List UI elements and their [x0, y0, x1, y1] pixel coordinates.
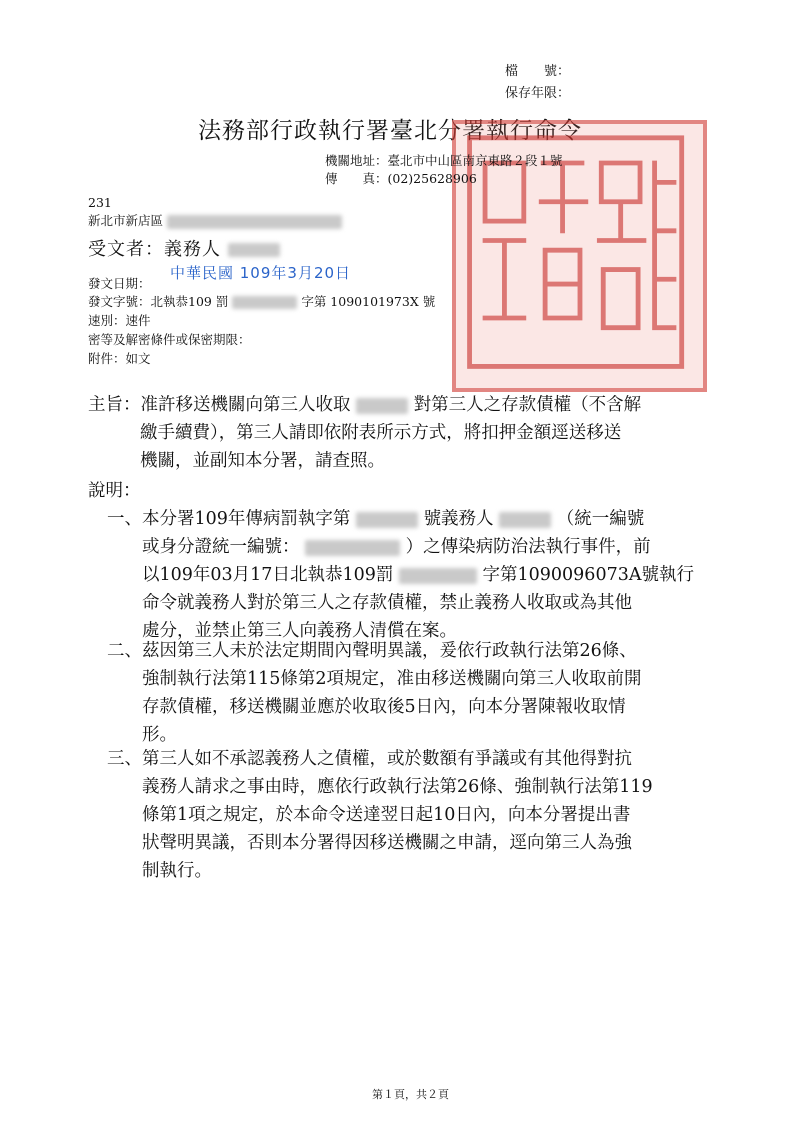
item-1-text: 或身分證統一編號：	[142, 537, 300, 557]
item-1-text: 字第1090096073A號執行	[482, 565, 694, 585]
subject-text: 對第三人之存款債權（不含解	[413, 395, 642, 415]
subject-text: 准許移送機關向第三人收取	[140, 395, 351, 415]
address-prefix: 新北市新店區	[88, 213, 164, 228]
item-3-line-2: 義務人請求之事由時，應依行政執行法第26條、強制執行法第119	[142, 777, 653, 797]
explanation-label: 說明：	[88, 481, 141, 501]
item-2-line-4: 形。	[142, 725, 177, 745]
doc-number-line	[88, 293, 435, 311]
recipient-address	[88, 212, 342, 230]
item-1-text: 號義務人	[423, 509, 494, 529]
recipient-line	[88, 235, 280, 261]
redacted-id	[305, 540, 400, 556]
subject-line-2: 繳手續費），第三人請即依附表所示方式，將扣押金額逕送移送	[140, 423, 622, 443]
agency-fax: 傳 真：(02)25628906	[325, 171, 477, 186]
agency-address: 機關地址：臺北市中山區南京東路２段１號	[325, 153, 563, 168]
item-1-text: 本分署109年傳病罰執字第	[142, 509, 351, 529]
subject-line-3: 機關，並副知本分署，請查照。	[140, 451, 385, 471]
doc-number-label: 發文字號：	[88, 294, 151, 309]
speed-line	[88, 312, 151, 330]
item-1-text: 以109年03月17日北執恭109罰	[142, 565, 394, 585]
item-1-line-5: 處分，並禁止第三人向義務人清償在案。	[142, 621, 457, 641]
item-2-number: 二、	[107, 641, 142, 661]
redacted-address	[167, 215, 342, 229]
recipient-value: 義務人	[164, 239, 221, 260]
item-1-line-2	[142, 534, 651, 562]
secrecy-label: 密等及解密條件或保密期限：	[88, 332, 251, 347]
retention-period-label: 保存年限：	[505, 86, 571, 101]
doc-number-suffix: 字第 1090101973X 號	[301, 294, 436, 309]
file-number-label: 檔 號：	[505, 64, 571, 79]
subject-label: 主旨：	[88, 395, 141, 415]
item-1-text: （統一編號	[556, 509, 645, 529]
item-1-line-1	[107, 506, 644, 534]
redacted-amount	[356, 398, 408, 414]
document-title: 法務部行政執行署臺北分署執行命令	[198, 118, 582, 144]
item-3-text: 第三人如不承認義務人之債權，或於數額有爭議或有其他得對抗	[142, 749, 632, 769]
issue-date-label: 發文日期：	[88, 276, 151, 291]
item-3-line-1	[107, 746, 632, 774]
page-footer: 第１頁，共２頁	[372, 1088, 449, 1101]
item-1-number: 一、	[107, 509, 142, 529]
item-2-line-3: 存款債權，移送機關並應於收取後5日內，向本分署陳報收取情	[142, 697, 626, 717]
subject-line-1	[88, 392, 641, 420]
speed-label: 速別：	[88, 313, 126, 328]
attachment-label: 附件：	[88, 351, 126, 366]
item-3-line-3: 條第1項之規定，於本命令送達翌日起10日內，向本分署提出書	[142, 805, 631, 825]
postal-code: 231	[88, 195, 112, 210]
redacted-case-code	[399, 568, 477, 584]
item-3-number: 三、	[107, 749, 142, 769]
attachment-line	[88, 350, 151, 368]
redacted-case-no	[356, 512, 418, 528]
attachment-value: 如文	[125, 351, 151, 366]
doc-number-prefix: 北執恭109 罰	[150, 294, 229, 309]
item-3-line-4: 狀聲明異議，否則本分署得因移送機關之申請，逕向第三人為強	[142, 833, 632, 853]
recipient-label: 受文者：	[88, 239, 164, 260]
redacted-doc-code	[232, 296, 297, 309]
item-1-text: ）之傳染病防治法執行事件，前	[405, 537, 651, 557]
item-2-text: 茲因第三人未於法定期間內聲明異議，爰依行政執行法第26條、	[142, 641, 637, 661]
item-3-line-5: 制執行。	[142, 861, 212, 881]
issue-date-stamp: 中華民國 109年3月20日	[170, 264, 352, 282]
item-2-line-1	[107, 638, 637, 666]
redacted-name	[228, 243, 280, 257]
item-1-line-4: 命令就義務人對於第三人之存款債權，禁止義務人收取或為其他	[142, 593, 632, 613]
speed-value: 速件	[125, 313, 151, 328]
redacted-name	[499, 512, 551, 528]
item-2-line-2: 強制執行法第115條第2項規定，准由移送機關向第三人收取前開	[142, 669, 642, 689]
item-1-line-3	[142, 562, 694, 590]
